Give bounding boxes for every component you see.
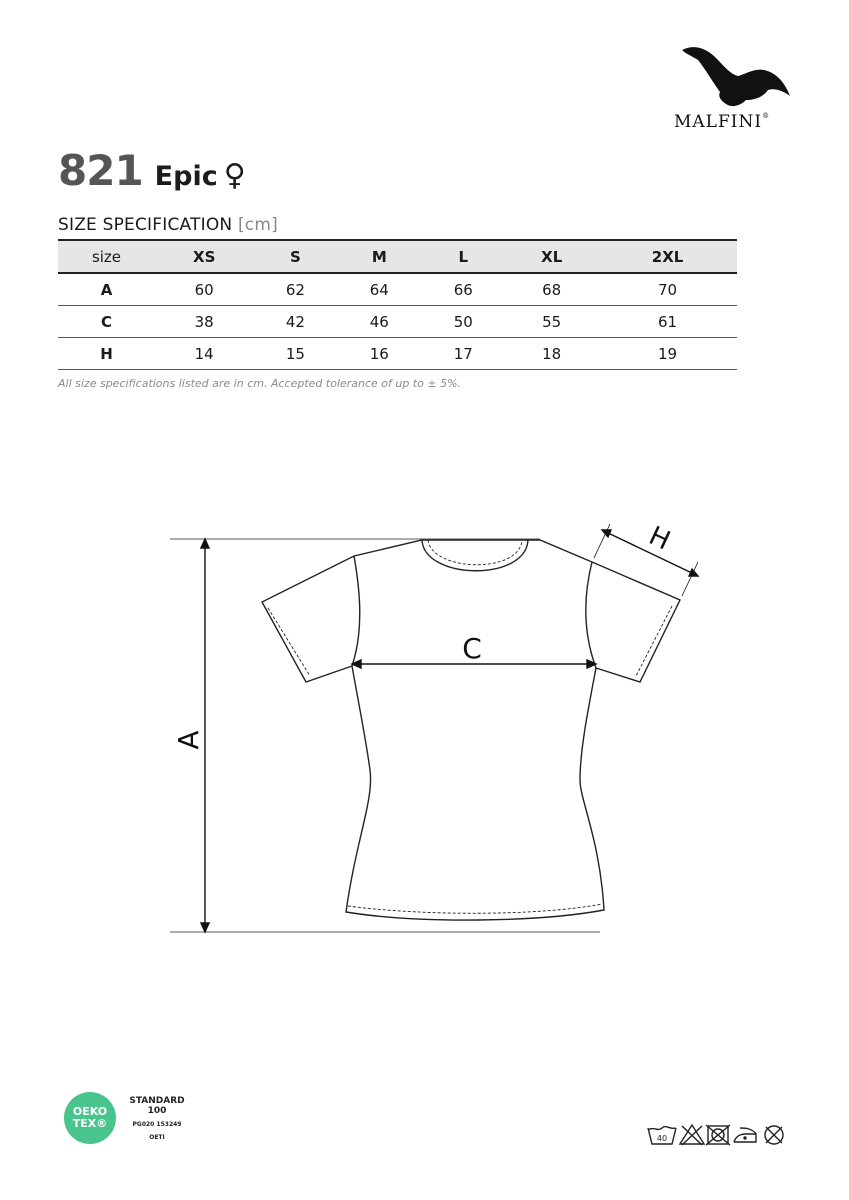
table-row	[58, 273, 737, 306]
shirt-outline	[262, 540, 680, 920]
row-label: A	[58, 273, 155, 306]
tshirt-diagram	[160, 510, 720, 950]
neckline	[422, 540, 528, 571]
table-cell: 17	[421, 338, 505, 370]
table-cell: 60	[155, 273, 253, 306]
table-cell: 16	[337, 338, 421, 370]
product-name: Epic	[154, 161, 218, 192]
label-h: H	[644, 521, 675, 557]
table-cell: 19	[598, 338, 737, 370]
label-c: C	[462, 632, 482, 665]
table-row	[58, 306, 737, 338]
table-cell: 18	[505, 338, 598, 370]
product-title	[58, 146, 246, 195]
table-cell: 61	[598, 306, 737, 338]
certification-institute: OETI	[149, 1134, 165, 1141]
table-cell: 55	[505, 306, 598, 338]
brand-name: MALFINI®	[674, 112, 771, 132]
table-cell: 15	[253, 338, 337, 370]
female-gender-icon: ♀	[223, 158, 246, 193]
size-table	[58, 239, 737, 370]
column-header: M	[337, 240, 421, 273]
iron-low-icon	[734, 1128, 756, 1142]
table-row	[58, 338, 737, 370]
spec-heading: SIZE SPECIFICATION [cm]	[58, 215, 278, 235]
table-cell: 42	[253, 306, 337, 338]
table-cell: 38	[155, 306, 253, 338]
oeko-tex-logo: OEKO TEX®	[64, 1092, 116, 1144]
table-cell: 14	[155, 338, 253, 370]
table-cell: 68	[505, 273, 598, 306]
table-header-row	[58, 240, 737, 273]
column-header: size	[58, 240, 155, 273]
table-cell: 66	[421, 273, 505, 306]
right-sleeve-seam	[586, 562, 596, 668]
table-cell: 70	[598, 273, 737, 306]
malfini-logo	[672, 40, 802, 135]
column-header: XL	[505, 240, 598, 273]
column-header: XS	[155, 240, 253, 273]
row-label: H	[58, 338, 155, 370]
product-code: 821	[58, 146, 143, 195]
column-header: 2XL	[598, 240, 737, 273]
column-header: S	[253, 240, 337, 273]
row-label: C	[58, 306, 155, 338]
left-sleeve-seam	[352, 556, 360, 666]
wash-40-icon	[648, 1127, 676, 1144]
oeko-tex-details: STANDARD 100 PG020 153249 OETI	[122, 1096, 192, 1142]
table-cell: 64	[337, 273, 421, 306]
table-cell: 46	[337, 306, 421, 338]
no-tumble-dry-icon	[706, 1125, 730, 1145]
no-dry-clean-icon	[765, 1126, 783, 1144]
oeko-tex-badge	[64, 1092, 194, 1152]
column-header: L	[421, 240, 505, 273]
table-cell: 50	[421, 306, 505, 338]
no-bleach-icon	[680, 1125, 704, 1145]
care-symbols	[646, 1122, 802, 1148]
certificate-number: PG020 153249	[132, 1121, 182, 1128]
tolerance-note: All size specifications listed are in cm. Accepted tolerance of up to ± 5%.	[58, 377, 462, 390]
spec-unit: [cm]	[237, 215, 278, 235]
label-a: A	[172, 730, 205, 750]
bird-logo-icon	[680, 40, 792, 110]
svg-text:40: 40	[656, 1134, 668, 1143]
table-cell: 62	[253, 273, 337, 306]
